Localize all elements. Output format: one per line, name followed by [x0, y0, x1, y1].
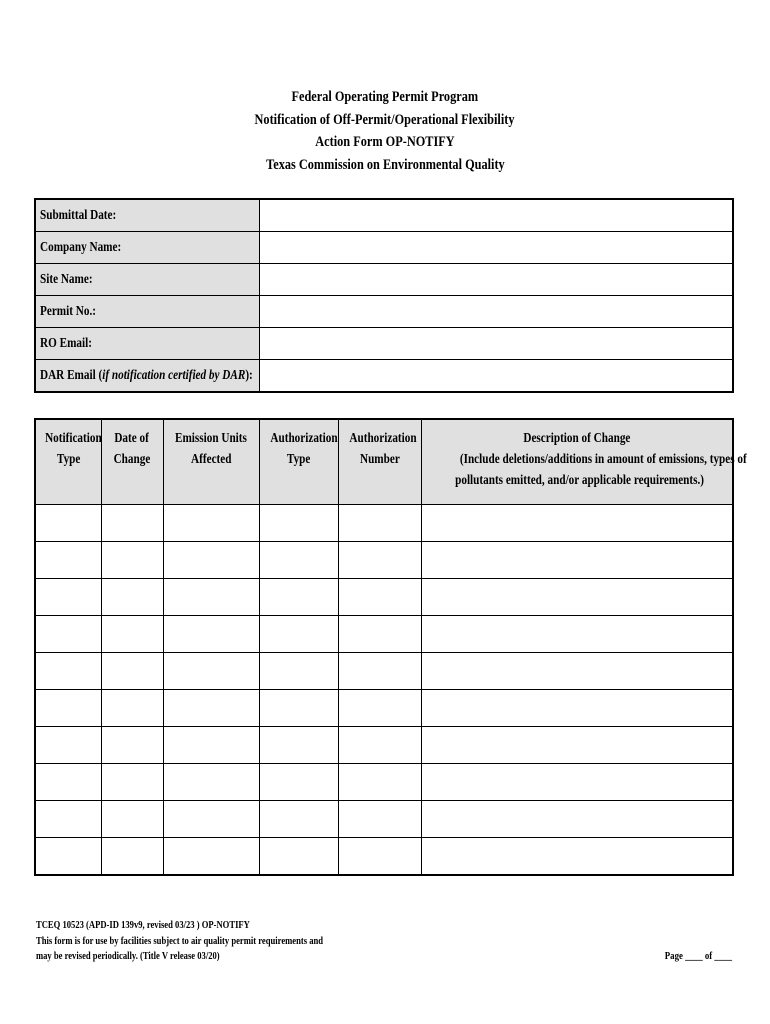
permit-no-label: Permit No.: [35, 296, 260, 328]
authorization-number-cell[interactable] [338, 690, 421, 727]
table-row [35, 764, 733, 801]
table-row [35, 653, 733, 690]
footer-note-line-2: may be revised periodically. (Title V release 03/20) [36, 950, 220, 962]
title-line-form-name: Action Form OP-NOTIFY [315, 134, 455, 150]
permit-no-row [35, 296, 733, 328]
emission-units-cell[interactable] [163, 653, 259, 690]
site-name-field[interactable] [260, 264, 734, 296]
emission-units-cell[interactable] [163, 579, 259, 616]
change-table-header [35, 419, 733, 505]
ro-email-row [35, 328, 733, 360]
table-row [35, 801, 733, 838]
description-cell[interactable] [421, 690, 733, 727]
title-line-program: Federal Operating Permit Program [291, 89, 479, 105]
authorization-number-cell[interactable] [338, 838, 421, 876]
table-row [35, 616, 733, 653]
authorization-number-cell[interactable] [338, 653, 421, 690]
emission-units-cell[interactable] [163, 542, 259, 579]
dar-email-row [35, 360, 733, 393]
table-row [35, 727, 733, 764]
form-title [0, 86, 770, 176]
footer-note-line-1: This form is for use by facilities subject to air quality permit requirements and [36, 934, 324, 947]
table-row [35, 505, 733, 542]
page-number: Page ____ of ____ [664, 950, 732, 962]
company-name-field[interactable] [260, 232, 734, 264]
description-cell[interactable] [421, 653, 733, 690]
authorization-number-cell[interactable] [338, 764, 421, 801]
authorization-number-cell[interactable] [338, 801, 421, 838]
company-name-row [35, 232, 733, 264]
submitter-info-table [34, 198, 734, 393]
col-header-authorization-type: Authorization Type [259, 419, 338, 505]
table-row [35, 690, 733, 727]
emission-units-cell[interactable] [163, 838, 259, 876]
title-line-agency: Texas Commission on Environmental Quality [265, 156, 505, 173]
table-row [35, 579, 733, 616]
authorization-type-cell[interactable] [259, 727, 338, 764]
notification-type-cell[interactable] [35, 838, 101, 876]
emission-units-cell[interactable] [163, 801, 259, 838]
emission-units-cell[interactable] [163, 505, 259, 542]
site-name-label: Site Name: [35, 264, 260, 296]
notification-type-cell[interactable] [35, 616, 101, 653]
notification-type-cell[interactable] [35, 542, 101, 579]
date-of-change-cell[interactable] [101, 764, 163, 801]
date-of-change-cell[interactable] [101, 727, 163, 764]
submittal-date-field[interactable] [260, 199, 734, 232]
authorization-type-cell[interactable] [259, 764, 338, 801]
ro-email-label: RO Email: [35, 328, 260, 360]
title-line-notification: Notification of Off-Permit/Operational Flexibility [255, 111, 515, 128]
authorization-type-cell[interactable] [259, 505, 338, 542]
change-table [34, 418, 747, 876]
dar-email-label-prefix: DAR Email ( [40, 367, 103, 383]
date-of-change-cell[interactable] [101, 542, 163, 579]
site-name-row [35, 264, 733, 296]
company-name-label: Company Name: [35, 232, 260, 264]
description-cell[interactable] [421, 801, 733, 838]
description-cell[interactable] [421, 542, 733, 579]
ro-email-field[interactable] [260, 328, 734, 360]
notification-type-cell[interactable] [35, 653, 101, 690]
emission-units-cell[interactable] [163, 690, 259, 727]
authorization-number-cell[interactable] [338, 727, 421, 764]
notification-type-cell[interactable] [35, 505, 101, 542]
description-cell[interactable] [421, 727, 733, 764]
col-header-notification-type: Notification Type [35, 419, 101, 505]
form-id: TCEQ 10523 (APD-ID 139v9, revised 03/23 ) OP-NOTIFY [36, 919, 250, 931]
authorization-number-cell[interactable] [338, 542, 421, 579]
submittal-date-label: Submittal Date: [35, 199, 260, 232]
date-of-change-cell[interactable] [101, 838, 163, 876]
authorization-type-cell[interactable] [259, 653, 338, 690]
authorization-type-cell[interactable] [259, 690, 338, 727]
authorization-type-cell[interactable] [259, 801, 338, 838]
change-table-body [35, 505, 733, 876]
date-of-change-cell[interactable] [101, 579, 163, 616]
emission-units-cell[interactable] [163, 764, 259, 801]
date-of-change-cell[interactable] [101, 505, 163, 542]
col-header-emission-units: Emission Units Affected [163, 419, 259, 505]
description-cell[interactable] [421, 764, 733, 801]
description-cell[interactable] [421, 579, 733, 616]
form-footer [36, 918, 404, 965]
dar-email-field[interactable] [260, 360, 734, 393]
notification-type-cell[interactable] [35, 579, 101, 616]
authorization-type-cell[interactable] [259, 542, 338, 579]
description-cell[interactable] [421, 616, 733, 653]
date-of-change-cell[interactable] [101, 801, 163, 838]
col-header-description: Description of Change (Include deletions/additions in amount of emissions, types of pollutants emitted, and/or applicable requirements.) [421, 419, 733, 505]
description-cell[interactable] [421, 505, 733, 542]
authorization-number-cell[interactable] [338, 579, 421, 616]
authorization-number-cell[interactable] [338, 616, 421, 653]
notification-type-cell[interactable] [35, 764, 101, 801]
dar-email-label-note: if notification certified by DAR [102, 367, 246, 383]
date-of-change-cell[interactable] [101, 653, 163, 690]
emission-units-cell[interactable] [163, 616, 259, 653]
col-header-date-of-change: Date of Change [101, 419, 163, 505]
authorization-type-cell[interactable] [259, 579, 338, 616]
notification-type-cell[interactable] [35, 690, 101, 727]
permit-no-field[interactable] [260, 296, 734, 328]
col-header-authorization-number: Authorization Number [338, 419, 421, 505]
notification-type-cell[interactable] [35, 727, 101, 764]
notification-type-cell[interactable] [35, 801, 101, 838]
dar-email-label-suffix: ): [245, 367, 253, 383]
date-of-change-cell[interactable] [101, 690, 163, 727]
date-of-change-cell[interactable] [101, 616, 163, 653]
emission-units-cell[interactable] [163, 727, 259, 764]
submittal-date-row [35, 199, 733, 232]
table-row [35, 542, 733, 579]
dar-email-label [35, 360, 260, 393]
authorization-type-cell[interactable] [259, 838, 338, 876]
description-cell[interactable] [421, 838, 733, 876]
authorization-type-cell[interactable] [259, 616, 338, 653]
authorization-number-cell[interactable] [338, 505, 421, 542]
table-row [35, 838, 733, 876]
